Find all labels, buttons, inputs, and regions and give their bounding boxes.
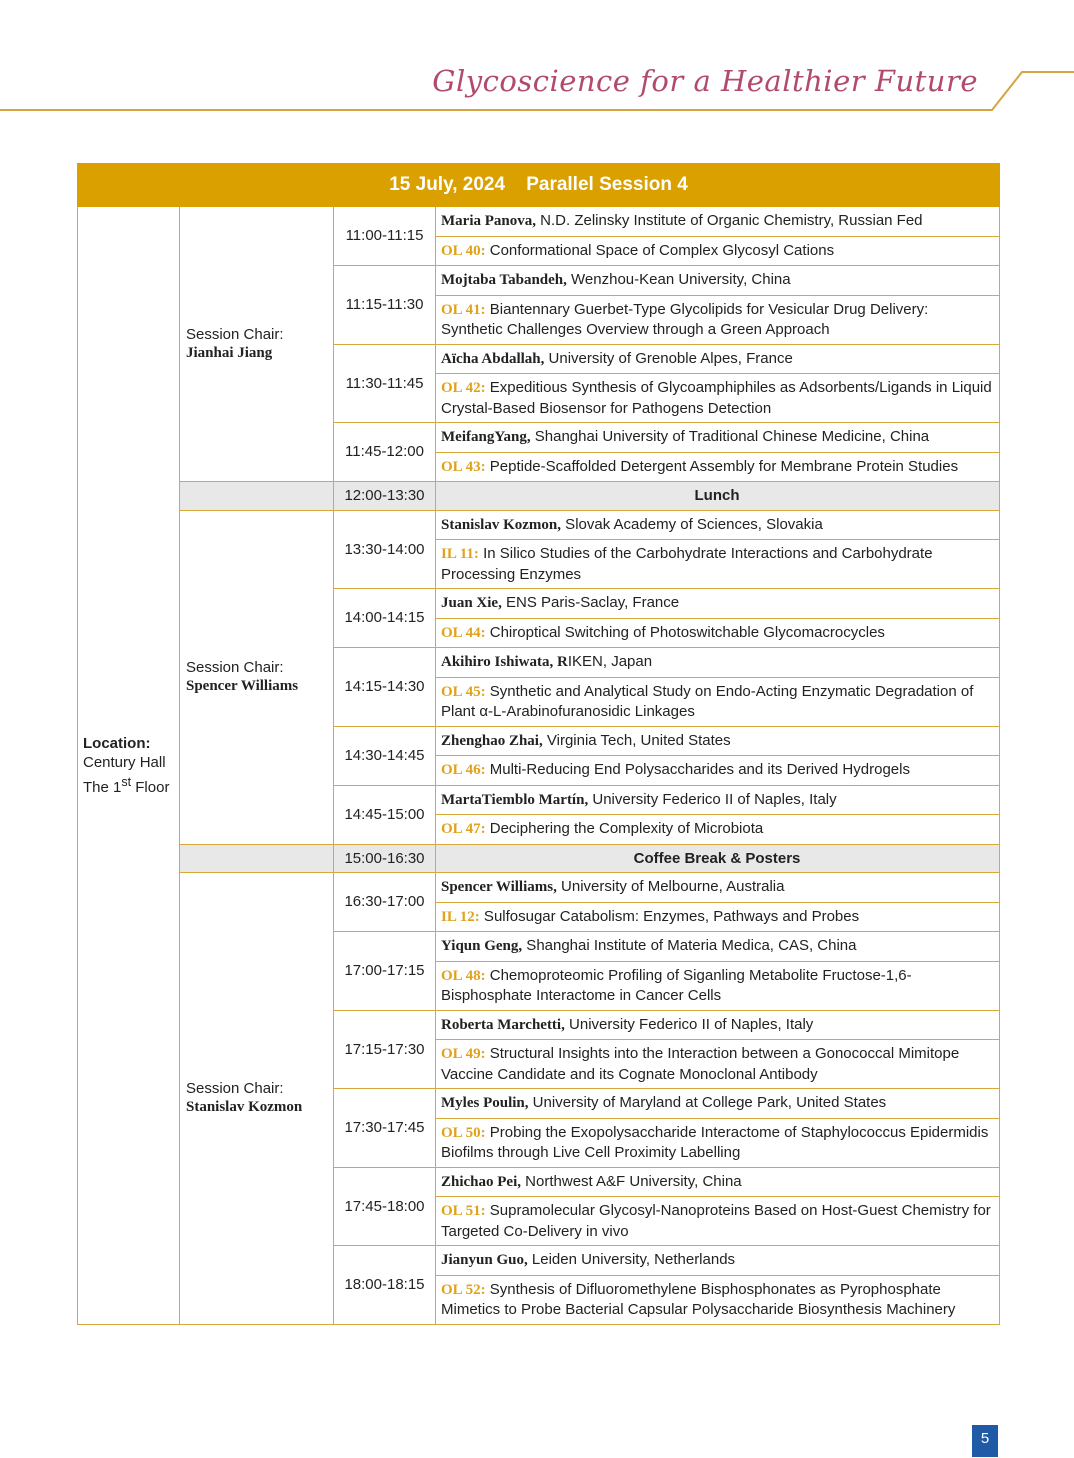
speaker-affiliation: N.D. Zelinsky Institute of Organic Chemistry, Russian Fed [536, 212, 923, 229]
talk-title-cell [436, 452, 1000, 482]
break-time: 12:00-13:30 [334, 482, 436, 511]
speaker-affiliation: Slovak Academy of Sciences, Slovakia [561, 515, 823, 533]
talk-code: IL 11: [441, 546, 479, 562]
speaker-cell [436, 589, 1000, 619]
speaker-name: Zhichao Pei, [441, 1173, 522, 1190]
session-title: Parallel Session 4 [526, 174, 688, 196]
speaker-cell [436, 932, 1000, 962]
talk-code: OL 50: [441, 1124, 486, 1141]
talk-code: OL 46: [441, 762, 486, 778]
talk-title: Probing the Exopolysaccharide Interactome of Staphylococcus Epidermidis Biofilms through Live Cell Proximity Labelling [441, 1123, 989, 1161]
speaker-cell [436, 1246, 1000, 1276]
talk-title-cell [436, 236, 1000, 266]
session-chair-cell [180, 873, 334, 1325]
location-hall: Century Hall [83, 754, 166, 771]
speaker-affiliation: University Federico II of Naples, Italy [564, 1015, 814, 1033]
talk-title-cell [436, 295, 1000, 344]
speaker-cell [436, 207, 1000, 237]
talk-title-cell [436, 815, 1000, 845]
speaker-affiliation: Leiden University, Netherlands [527, 1251, 736, 1268]
speaker-name: Myles Poulin, [441, 1095, 529, 1111]
talk-title-cell [436, 540, 1000, 589]
speaker-affiliation: Wenzhou-Kean University, China [566, 271, 791, 288]
location-floor-post: Floor [131, 778, 170, 796]
talk-title: Conformational Space of Complex Glycosyl Cations [485, 241, 835, 259]
time-slot: 11:00-11:15 [334, 207, 436, 266]
speaker-name: MartaTiemblo Martín, [441, 791, 589, 808]
talk-code: OL 44: [441, 624, 486, 641]
talk-code: OL 48: [441, 967, 486, 984]
speaker-affiliation: IKEN, Japan [567, 653, 653, 670]
speaker-cell [436, 785, 1000, 815]
session-chair-name: Stanislav Kozmon [186, 1099, 303, 1116]
speaker-cell [436, 510, 1000, 540]
talk-title-cell [436, 756, 1000, 786]
talk-code: OL 49: [441, 1046, 486, 1062]
speaker-affiliation: University of Melbourne, Australia [556, 878, 785, 895]
schedule-table [77, 163, 1000, 1325]
talk-title-cell [436, 902, 1000, 932]
banner-row [78, 164, 1000, 207]
talk-title: Deciphering the Complexity of Microbiota [485, 820, 764, 837]
talk-title-cell [436, 1040, 1000, 1089]
location-floor-sup: st [121, 774, 132, 789]
speaker-name: Maria Panova, [441, 213, 536, 229]
session-chair-cell [180, 207, 334, 482]
time-slot: 14:45-15:00 [334, 785, 436, 844]
page-number: 5 [972, 1425, 998, 1457]
speaker-name: Aïcha Abdallah, [441, 350, 545, 367]
time-slot: 14:30-14:45 [334, 726, 436, 785]
break-empty-cell [180, 482, 334, 511]
session-chair-name: Jianhai Jiang [186, 345, 273, 361]
talk-speaker-row [78, 510, 1000, 540]
time-slot: 17:30-17:45 [334, 1089, 436, 1168]
time-slot: 14:15-14:30 [334, 648, 436, 727]
time-slot: 11:15-11:30 [334, 266, 436, 345]
time-slot: 14:00-14:15 [334, 589, 436, 648]
talk-title: Chiroptical Switching of Photoswitchable Glycomacrocycles [485, 623, 885, 641]
talk-code: OL 47: [441, 821, 486, 837]
session-date: 15 July, 2024 [389, 174, 506, 196]
break-time: 15:00-16:30 [334, 844, 436, 873]
speaker-cell [436, 648, 1000, 678]
speaker-name: Zhenghao Zhai, [441, 732, 543, 749]
speaker-affiliation: Shanghai Institute of Materia Medica, CAS, China [522, 937, 857, 954]
speaker-name: Spencer Williams, [441, 879, 557, 895]
break-empty-cell [180, 844, 334, 873]
speaker-cell [436, 423, 1000, 453]
speaker-affiliation: Virginia Tech, United States [542, 731, 731, 749]
session-chair-label: Session Chair: [186, 325, 284, 343]
talk-speaker-row [78, 207, 1000, 237]
talk-title: Biantennary Guerbet-Type Glycolipids for Vesicular Drug Delivery: Synthetic Challenges Overview through a Green Approach [441, 300, 929, 338]
talk-code: IL 12: [441, 908, 480, 925]
talk-title: Peptide-Scaffolded Detergent Assembly for Membrane Protein Studies [485, 457, 959, 475]
speaker-cell [436, 726, 1000, 756]
speaker-name: Mojtaba Tabandeh, [441, 272, 567, 288]
speaker-affiliation: University Federico II of Naples, Italy [588, 790, 837, 808]
header-rule [0, 0, 1074, 130]
session-chair-cell [180, 510, 334, 844]
break-row [78, 844, 1000, 873]
session-chair-name: Spencer Williams [186, 678, 299, 694]
talk-title: Synthesis of Difluoromethylene Bisphosphonates as Pyrophosphate Mimetics to Probe Bacterial Capsular Polysaccharide Biosynthesis Machinery [441, 1280, 956, 1318]
time-slot: 17:00-17:15 [334, 932, 436, 1011]
header-title: Glycoscience for a Healthier Future [432, 64, 978, 98]
speaker-affiliation: University of Maryland at College Park, United States [528, 1094, 887, 1111]
talk-title-cell [436, 677, 1000, 726]
speaker-affiliation: ENS Paris-Saclay, France [501, 594, 680, 611]
speaker-name: Yiqun Geng, [441, 938, 523, 954]
speaker-cell [436, 1010, 1000, 1040]
speaker-name: MeifangYang, [441, 429, 531, 445]
time-slot: 18:00-18:15 [334, 1246, 436, 1325]
talk-code: OL 45: [441, 683, 486, 700]
speaker-cell [436, 344, 1000, 374]
talk-title-cell [436, 1118, 1000, 1167]
talk-title: Supramolecular Glycosyl-Nanoproteins Based on Host-Guest Chemistry for Targeted Co-Delivery in vivo [441, 1202, 991, 1240]
speaker-name: Roberta Marchetti, [441, 1016, 565, 1033]
location-floor-pre: The 1 [83, 778, 122, 796]
speaker-name: Stanislav Kozmon, [441, 516, 562, 533]
time-slot: 11:30-11:45 [334, 344, 436, 423]
talk-title-cell [436, 1197, 1000, 1246]
speaker-cell [436, 266, 1000, 296]
time-slot: 11:45-12:00 [334, 423, 436, 482]
talk-title-cell [436, 961, 1000, 1010]
session-banner [78, 164, 1000, 207]
talk-code: OL 52: [441, 1281, 486, 1298]
speaker-name: Juan Xie, [441, 595, 502, 611]
talk-title: Chemoproteomic Profiling of Siganling Metabolite Fructose-1,6-Bisphosphate Interactome in Cancer Cells [441, 966, 912, 1004]
speaker-cell [436, 1089, 1000, 1119]
time-slot: 17:15-17:30 [334, 1010, 436, 1089]
speaker-cell [436, 1167, 1000, 1197]
speaker-affiliation: University of Grenoble Alpes, France [544, 349, 793, 367]
time-slot: 16:30-17:00 [334, 873, 436, 932]
location-cell [78, 207, 180, 1325]
speaker-name: Akihiro Ishiwata, R [441, 654, 568, 670]
location-label: Location: [83, 734, 151, 752]
break-row [78, 482, 1000, 511]
time-slot: 13:30-14:00 [334, 510, 436, 589]
talk-code: OL 42: [441, 380, 486, 396]
speaker-name: Jianyun Guo, [441, 1252, 528, 1268]
talk-title: In Silico Studies of the Carbohydrate Interactions and Carbohydrate Processing Enzymes [441, 545, 933, 583]
talk-title: Sulfosugar Catabolism: Enzymes, Pathways and Probes [479, 907, 860, 925]
talk-title: Structural Insights into the Interaction between a Gonococcal Mimitope Vaccine Candidate and its Cognate Monoclonal Antibody [441, 1045, 960, 1083]
talk-title-cell [436, 618, 1000, 648]
talk-title: Synthetic and Analytical Study on Endo-Acting Enzymatic Degradation of Plant α-L-Arabinofuranosidic Linkages [441, 682, 974, 720]
talk-code: OL 41: [441, 301, 486, 318]
speaker-cell [436, 873, 1000, 903]
talk-title-cell [436, 1275, 1000, 1324]
talk-title-cell [436, 374, 1000, 423]
session-chair-label: Session Chair: [186, 1079, 284, 1097]
time-slot: 17:45-18:00 [334, 1167, 436, 1246]
talk-speaker-row [78, 873, 1000, 903]
speaker-affiliation: Northwest A&F University, China [521, 1172, 742, 1190]
session-chair-label: Session Chair: [186, 658, 284, 676]
talk-code: OL 43: [441, 458, 486, 475]
talk-code: OL 40: [441, 242, 486, 259]
talk-title: Expeditious Synthesis of Glycoamphiphiles as Adsorbents/Ligands in Liquid Crystal-Based Biosensor for Pathogens Detection [441, 379, 992, 417]
location-floor [83, 773, 173, 798]
talk-title: Multi-Reducing End Polysaccharides and its Derived Hydrogels [485, 761, 910, 778]
break-title: Lunch [436, 482, 1000, 511]
speaker-affiliation: Shanghai University of Traditional Chinese Medicine, China [530, 428, 930, 445]
break-title: Coffee Break & Posters [436, 844, 1000, 873]
talk-code: OL 51: [441, 1203, 486, 1219]
